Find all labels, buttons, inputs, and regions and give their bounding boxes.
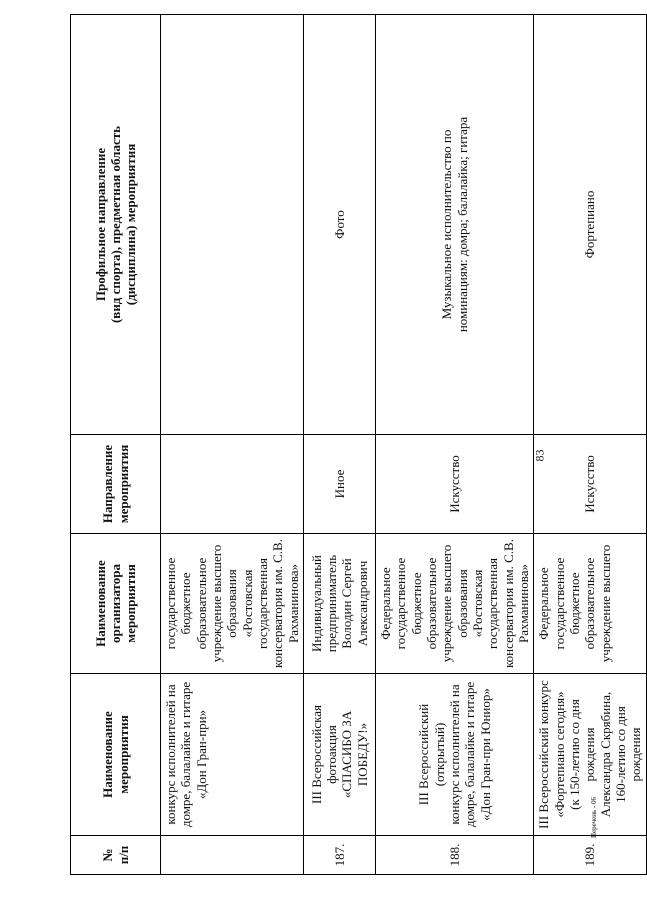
cell-organizer: Федеральное государственное бюджетное образовательное учреждение высшего образования «Ростовская государственная консерватория им. С.В. Рахманинова»: [375, 534, 533, 674]
table-row: [303, 15, 375, 875]
page-number: 83: [532, 449, 547, 462]
cell-subject-area: [161, 15, 304, 435]
cell-event-name: III Всероссийская фотоакция «СПАСИБО ЗА ПОБЕДУ!»: [303, 674, 375, 836]
cell-event-name: III Всероссийский (открытый) конкурс исполнителей на домре, балалайке и гитаре «Дон Гран-при Юниор»: [375, 674, 533, 836]
cell-direction: [161, 435, 304, 534]
cell-event-name: III Всероссийский конкурс «Фортепиано сегодня» (к 150-летию со дня рождения Александра Скрябина, 160-летию со дня рождения: [534, 674, 646, 836]
events-table: [70, 14, 647, 875]
header-organizer: Наименование организатора мероприятия: [71, 534, 161, 674]
footer-note: Перечень - 06: [590, 797, 598, 838]
header-event-name: Наименование мероприятия: [71, 674, 161, 836]
cell-number: [161, 836, 304, 875]
cell-organizer: Индивидуальный предприниматель Володин Сергей Александрович: [303, 534, 375, 674]
cell-number: 188.: [375, 836, 533, 875]
cell-direction: Искусство: [534, 435, 646, 534]
table-row: [534, 15, 646, 875]
cell-number: 189.: [534, 836, 646, 875]
table-row: [375, 15, 533, 875]
cell-subject-area: Фортепиано: [534, 15, 646, 435]
table-header-row: [71, 15, 161, 875]
cell-direction: Иное: [303, 435, 375, 534]
table-row: [161, 15, 304, 875]
cell-subject-area: Фото: [303, 15, 375, 435]
cell-direction: Искусство: [375, 435, 533, 534]
cell-organizer: государственное бюджетное образовательное учреждение высшего образования «Ростовская государственная консерватория им. С.В. Рахманинова»: [161, 534, 304, 674]
header-subject-area: Профильное направление (вид спорта), предметная область (дисциплина) мероприятия: [71, 15, 161, 435]
cell-event-name: конкурс исполнителей на домре, балалайке и гитаре «Дон Гран-при»: [161, 674, 304, 836]
cell-number: 187.: [303, 836, 375, 875]
cell-organizer: Федеральное государственное бюджетное образовательное учреждение высшего: [534, 534, 646, 674]
header-number: № п/п: [71, 836, 161, 875]
header-direction: Направление мероприятия: [71, 435, 161, 534]
cell-subject-area: Музыкальное исполнительство по номинациям: домра; балалайка; гитара: [375, 15, 533, 435]
